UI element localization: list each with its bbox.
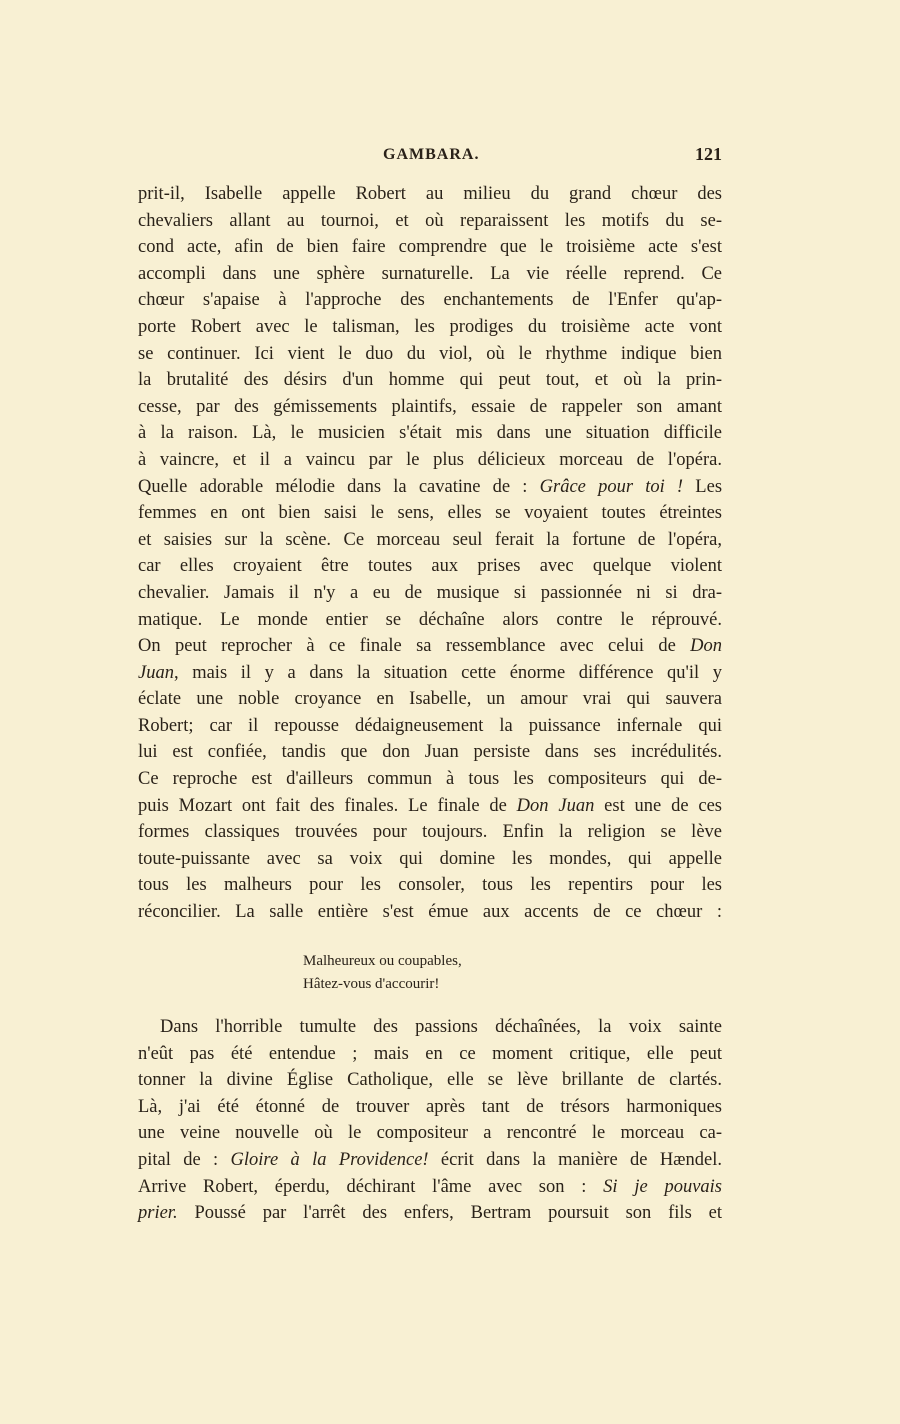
text-segment: , mais il y a dans la situation cette énorme différence qu'il y (173, 662, 722, 683)
text-segment: éclate une noble croyance en Isabelle, un amour vrai qui sauvera (138, 689, 722, 710)
text-segment: Quelle adorable mélodie dans la cavatine de : (138, 476, 540, 497)
text-segment: Poussé par l'arrêt des enfers, Bertram poursuit son fils et (177, 1203, 722, 1224)
text-segment: est une de ces (594, 795, 722, 816)
text-segment: Les (683, 476, 723, 497)
text-segment: toute-puissante avec sa voix qui domine les mondes, qui appelle (138, 848, 722, 869)
text-segment: car elles croyaient être toutes aux prises avec quelque violent (138, 556, 722, 577)
text-line (138, 819, 722, 846)
text-line (138, 607, 722, 634)
paragraph-2 (138, 1014, 722, 1227)
text-segment: la brutalité des désirs d'un homme qui peut tout, et où la prin- (138, 370, 722, 391)
italic-title: Juan (138, 662, 174, 683)
text-line (138, 713, 722, 740)
italic-title: Don Juan (516, 795, 595, 816)
text-segment: cond acte, afin de bien faire comprendre que le troisième acte s'est (138, 237, 722, 258)
text-line (138, 208, 722, 235)
page-header (138, 146, 722, 170)
text-line (138, 1147, 722, 1174)
text-segment: et saisies sur la scène. Ce morceau seul ferait la fortune de l'opéra, (138, 529, 722, 550)
text-line (138, 341, 722, 368)
text-segment: formes classiques trouvées pour toujours. Enfin la religion se lève (138, 822, 722, 843)
text-segment: matique. Le monde entier se déchaîne alors contre le réprouvé. (138, 609, 722, 630)
text-line (138, 660, 722, 687)
text-line (138, 633, 722, 660)
text-line (138, 553, 722, 580)
text-line (138, 234, 722, 261)
text-segment: réconcilier. La salle entière s'est émue aux accents de ce chœur : (138, 902, 722, 923)
text-line (138, 793, 722, 820)
text-line (138, 261, 722, 288)
running-title: GAMBARA. (383, 146, 480, 163)
text-segment: porte Robert avec le talisman, les prodiges du troisième acte vont (138, 316, 722, 337)
text-segment: Là, j'ai été étonné de trouver après tant de trésors harmoniques (138, 1096, 722, 1117)
text-line (138, 1067, 722, 1094)
text-line (138, 1094, 722, 1121)
text-line (138, 1041, 722, 1068)
italic-title: Gloire à la Providence! (230, 1149, 429, 1170)
text-line (138, 181, 722, 208)
text-line (138, 447, 722, 474)
text-segment: chevalier. Jamais il n'y a eu de musique si passionnée ni si dra- (138, 582, 722, 603)
italic-title: Don (690, 636, 722, 657)
text-line (138, 766, 722, 793)
text-segment: chevaliers allant au tournoi, et où reparaissent les motifs du se- (138, 210, 722, 231)
text-segment: Dans l'horrible tumulte des passions déchaînées, la voix sainte (160, 1017, 722, 1037)
text-line (138, 739, 722, 766)
text-segment: prit-il, Isabelle appelle Robert au milieu du grand chœur des (138, 184, 722, 204)
text-segment: pital de : (138, 1149, 231, 1170)
text-line (138, 314, 722, 341)
text-line (138, 500, 722, 527)
text-line (138, 1120, 722, 1147)
text-line (138, 1200, 722, 1227)
text-segment: lui est confiée, tandis que don Juan persiste dans ses incrédulités. (138, 742, 722, 763)
text-segment: écrit dans la manière de Hændel. (428, 1149, 722, 1170)
text-line (138, 394, 722, 421)
italic-title: Grâce pour toi ! (539, 476, 684, 497)
verse-line: Malheureux ou coupables, (303, 953, 462, 969)
text-segment: se continuer. Ici vient le duo du viol, où le rhythme indique bien (138, 343, 722, 364)
text-line (138, 1174, 722, 1201)
text-line (138, 846, 722, 873)
text-segment: Arrive Robert, éperdu, déchirant l'âme avec son : (138, 1176, 604, 1197)
text-segment: On peut reprocher à ce finale sa ressemblance avec celui de (138, 636, 691, 657)
text-line (138, 474, 722, 501)
text-segment: tous les malheurs pour les consoler, tous les repentirs pour les (138, 875, 722, 896)
text-line (138, 1014, 722, 1041)
verse-line: Hâtez-vous d'accourir! (303, 976, 440, 992)
text-segment: tonner la divine Église Catholique, elle se lève brillante de clartés. (138, 1070, 722, 1091)
paragraph-1 (138, 181, 722, 926)
verse-quote (303, 950, 462, 996)
text-segment: n'eût pas été entendue ; mais en ce moment critique, elle peut (138, 1043, 722, 1064)
text-segment: chœur s'apaise à l'approche des enchantements de l'Enfer qu'ap- (138, 290, 722, 311)
text-segment: accompli dans une sphère surnaturelle. La vie réelle reprend. Ce (138, 263, 722, 284)
text-segment: à la raison. Là, le musicien s'était mis dans une situation difficile (138, 423, 722, 444)
text-line (138, 899, 722, 926)
page-number: 121 (695, 144, 722, 164)
text-segment: à vaincre, et il a vaincu par le plus délicieux morceau de l'opéra. (138, 449, 722, 470)
text-line (138, 872, 722, 899)
text-line (138, 367, 722, 394)
text-line (138, 420, 722, 447)
text-line (138, 287, 722, 314)
italic-title: Si je pouvais (603, 1176, 722, 1197)
text-segment: Robert; car il repousse dédaigneusement la puissance infernale qui (138, 715, 722, 736)
text-segment: femmes en ont bien saisi le sens, elles se voyaient toutes étreintes (138, 503, 722, 524)
text-line (138, 686, 722, 713)
text-segment: puis Mozart ont fait des finales. Le finale de (138, 795, 517, 816)
italic-title: prier. (138, 1203, 178, 1224)
text-segment: une veine nouvelle où le compositeur a rencontré le morceau ca- (138, 1123, 722, 1144)
text-segment: cesse, par des gémissements plaintifs, essaie de rappeler son amant (138, 396, 722, 417)
text-line (138, 527, 722, 554)
text-line (138, 580, 722, 607)
text-segment: Ce reproche est d'ailleurs commun à tous les compositeurs qui de- (138, 769, 722, 790)
